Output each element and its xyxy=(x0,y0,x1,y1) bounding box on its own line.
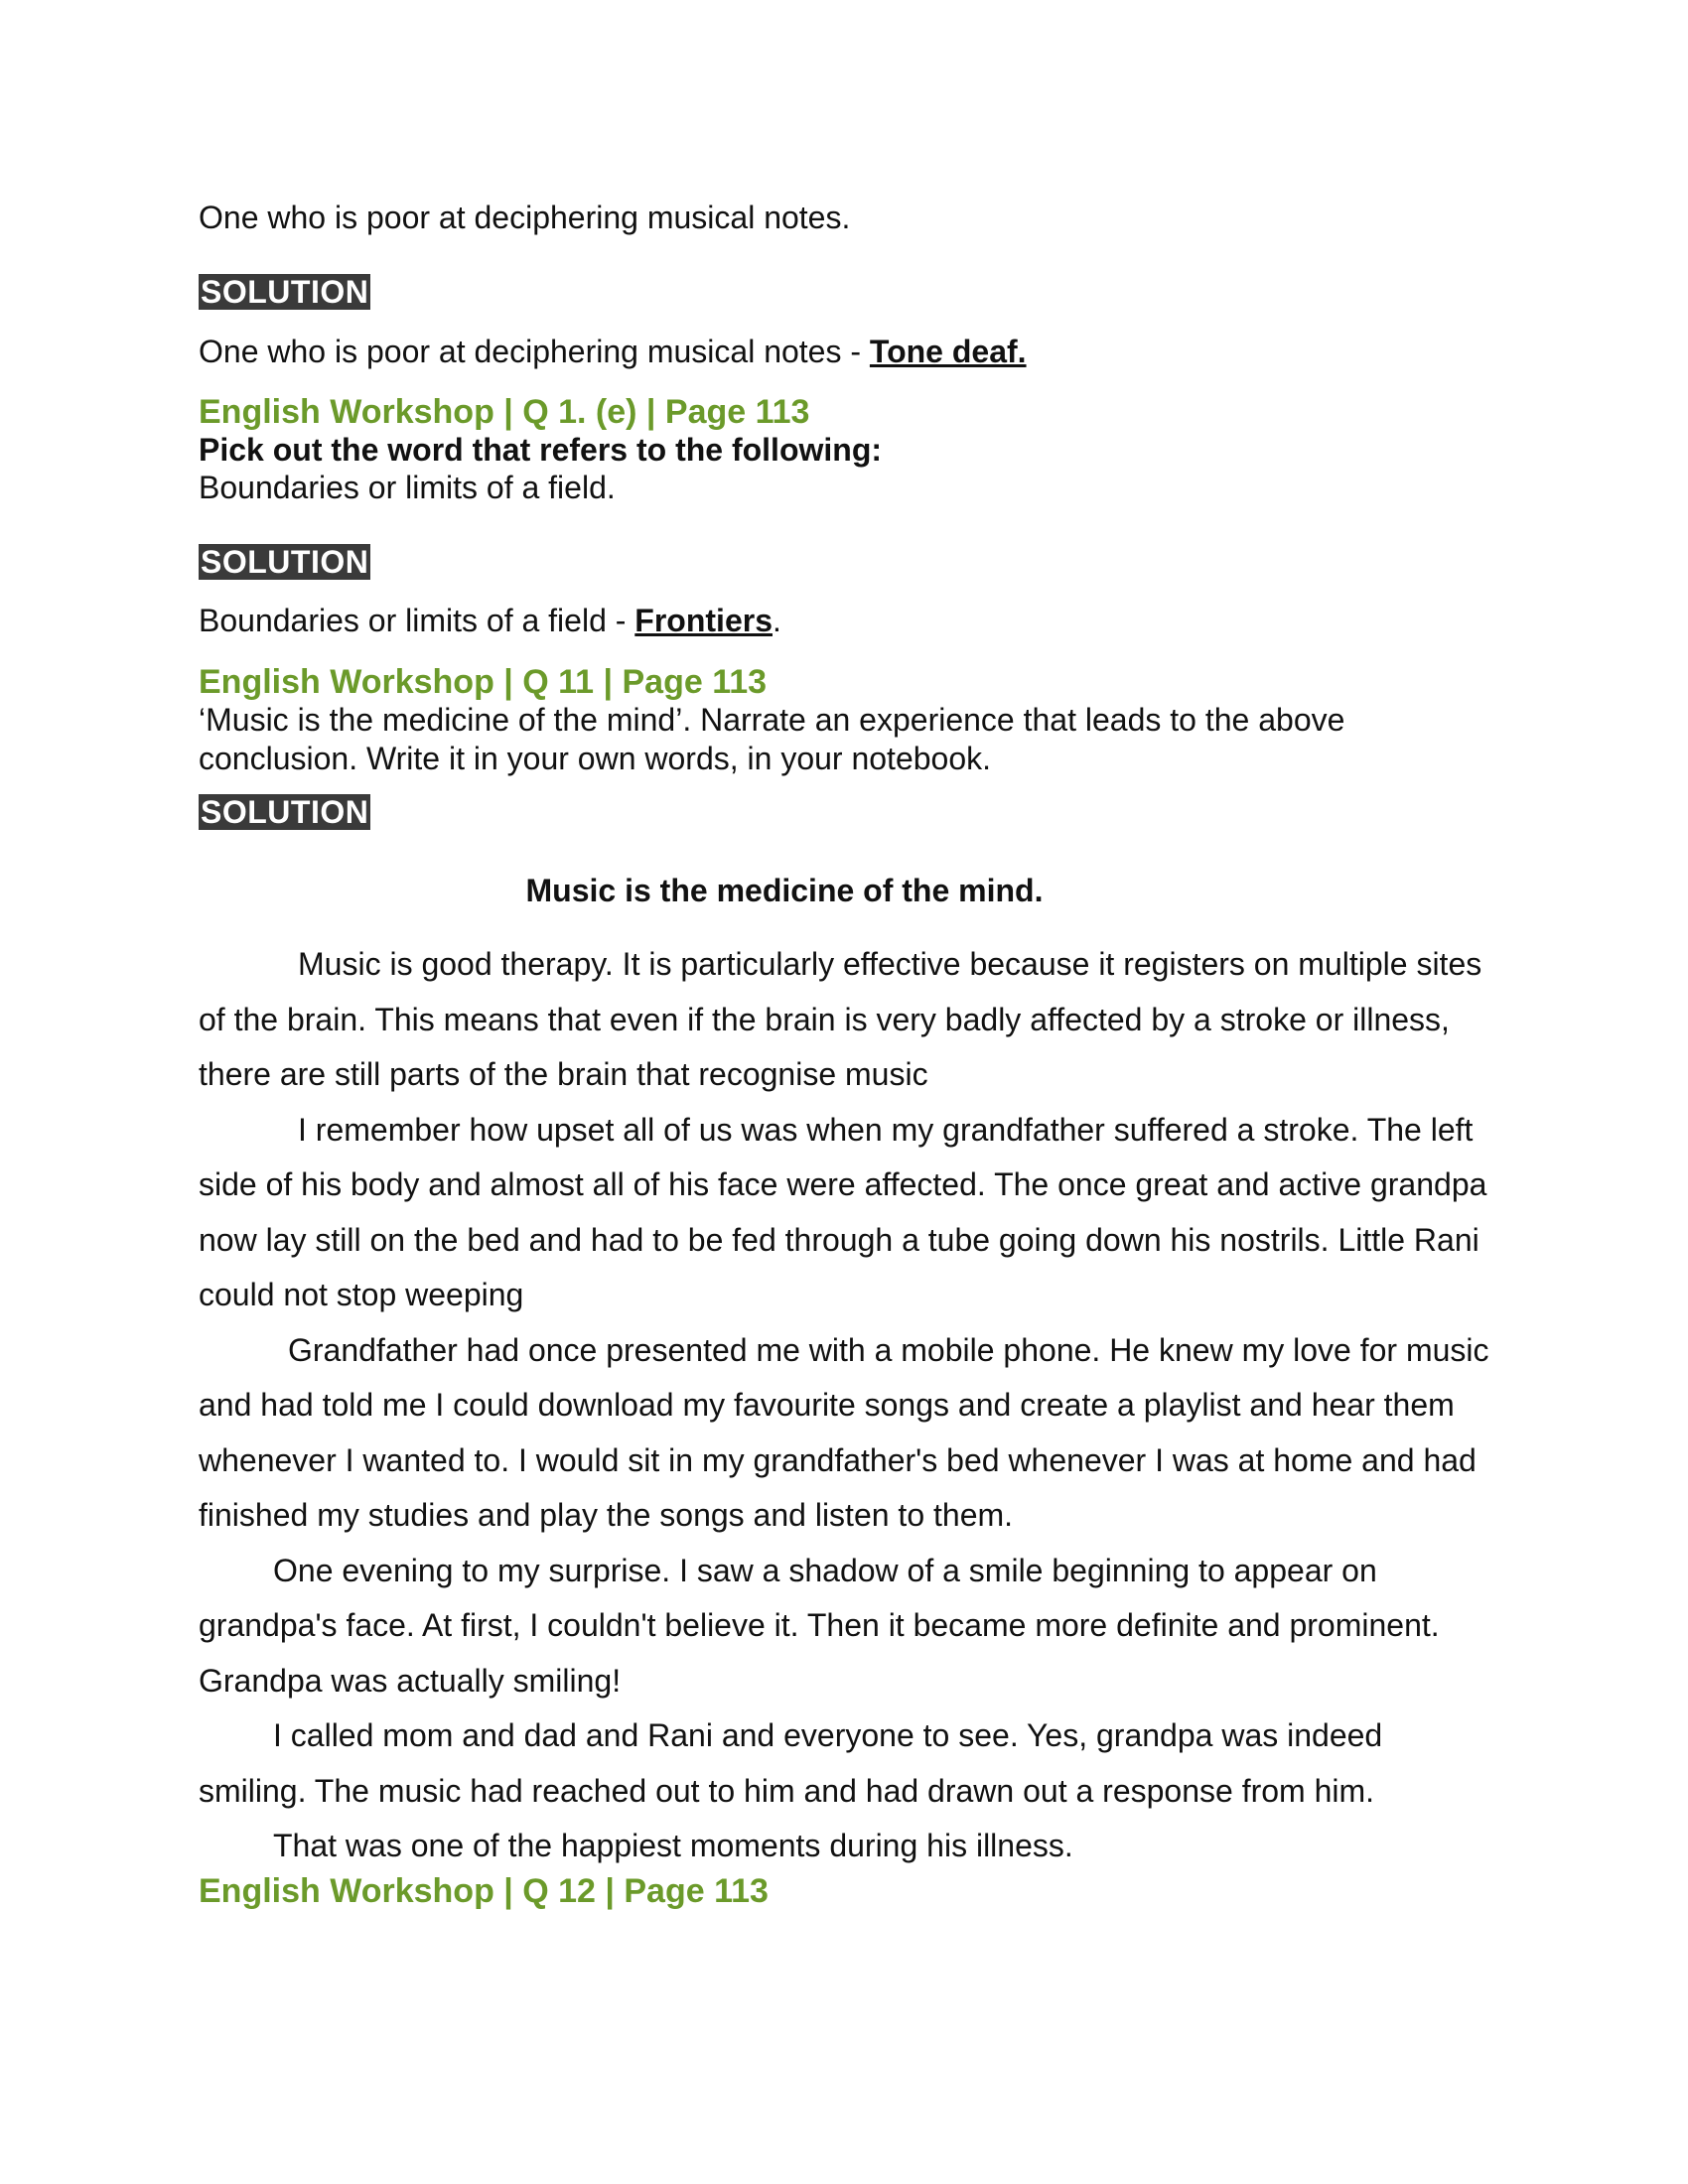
solution-label-block xyxy=(199,794,370,830)
essay-paragraph: I called mom and dad and Rani and everyone to see. Yes, grandpa was indeed smiling. The music had reached out to him and had drawn out a response from him. xyxy=(199,1717,1383,1809)
solution-label: SOLUTION xyxy=(201,274,369,310)
essay-paragraph: Grandfather had once presented me with a mobile phone. He knew my love for music and had told me I could download my favourite songs and create a playlist and hear them whenever I wanted to. I would sit in my grandfather's bed whenever I was at home and had finished my studies and play the songs and listen to them. xyxy=(199,1331,1489,1533)
answer-prefix: Boundaries or limits of a field - xyxy=(199,603,635,638)
answer-prefix: One who is poor at deciphering musical notes - xyxy=(199,334,870,369)
essay-title: Music is the medicine of the mind. xyxy=(525,873,1044,908)
question-heading: English Workshop | Q 11 | Page 113 xyxy=(199,663,768,701)
question-heading: English Workshop | Q 12 | Page 113 xyxy=(199,1872,769,1910)
solution-label-block xyxy=(199,544,370,580)
essay-paragraph: That was one of the happiest moments during his illness. xyxy=(273,1828,1073,1863)
answer-suffix: . xyxy=(772,603,781,638)
solution-label: SOLUTION xyxy=(201,544,369,580)
question-prompt-line-1: ‘Music is the medicine of the mind’. Narrate an experience that leads to the above xyxy=(199,702,1345,738)
question-prompt: Boundaries or limits of a field. xyxy=(199,470,616,505)
solution-label: SOLUTION xyxy=(201,794,369,830)
essay-paragraph: Music is good therapy. It is particularly effective because it registers on multiple sites of the brain. This means that even if the brain is very badly affected by a stroke or illness, there are still parts of the brain that recognise music xyxy=(199,946,1482,1092)
question-prompt-line-2: conclusion. Write it in your own words, in your notebook. xyxy=(199,741,992,776)
essay-paragraph: One evening to my surprise. I saw a shadow of a smile beginning to appear on grandpa's face. At first, I couldn't believe it. Then it became more definite and prominent. Grandpa was actually smiling! xyxy=(199,1552,1440,1699)
question-instruction: Pick out the word that refers to the following: xyxy=(199,432,883,468)
document-page xyxy=(199,0,1489,2184)
question-prompt: One who is poor at deciphering musical notes. xyxy=(199,200,851,235)
solution-answer-line xyxy=(199,602,781,639)
solution-answer-line xyxy=(199,333,1027,370)
essay-paragraph: I remember how upset all of us was when my grandfather suffered a stroke. The left side of his body and almost all of his face were affected. The once great and active grandpa now lay still on the bed and had to be fed through a tube going down his nostrils. Little Rani could not stop weeping xyxy=(199,1111,1487,1312)
essay-body xyxy=(199,937,1489,1874)
question-heading: English Workshop | Q 1. (e) | Page 113 xyxy=(199,393,810,431)
answer-term: Tone deaf. xyxy=(869,334,1027,369)
solution-label-block xyxy=(199,274,370,310)
answer-term: Frontiers xyxy=(634,603,773,638)
